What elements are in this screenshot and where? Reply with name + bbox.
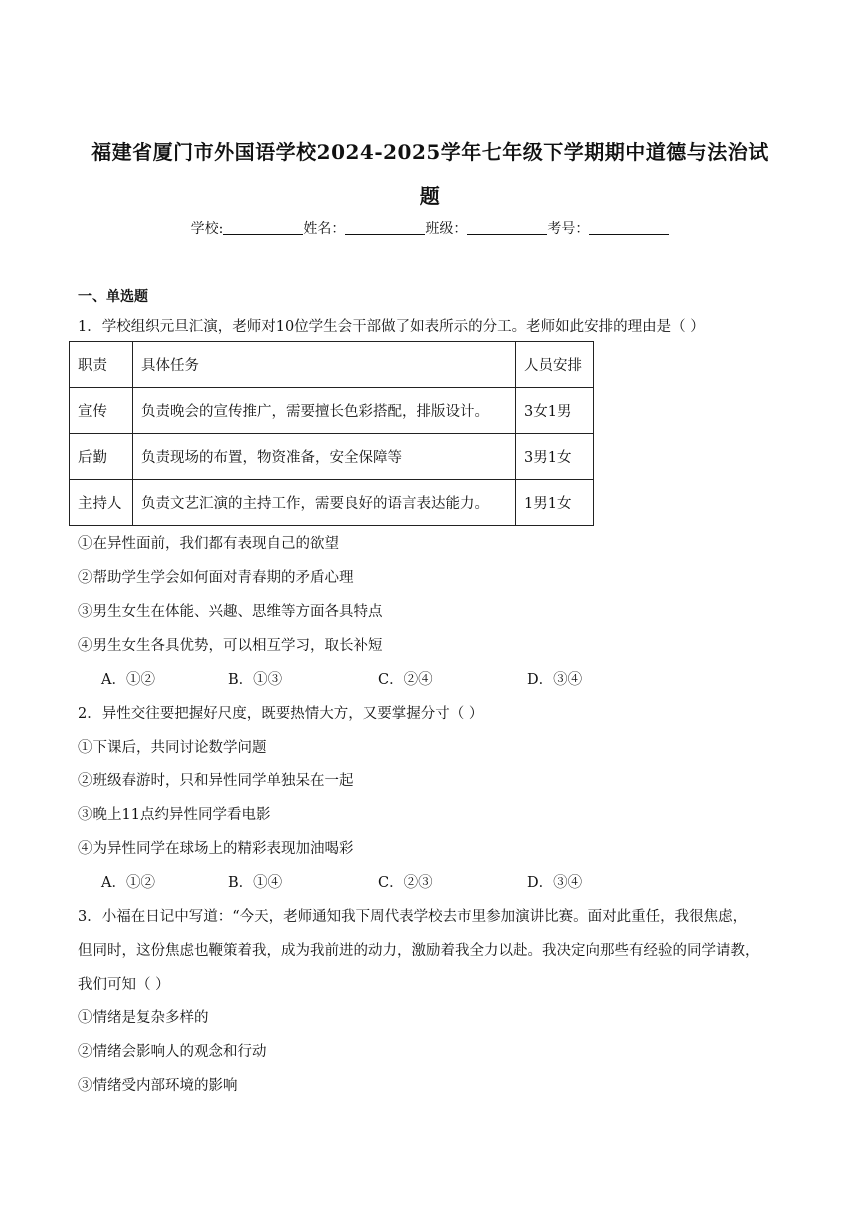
table-header-cell: 具体任务 xyxy=(133,342,516,388)
q1-option-d[interactable]: D．③④ xyxy=(527,672,583,688)
q3-statement: ②情绪会影响人的观念和行动 xyxy=(78,1044,267,1060)
table-cell: 宣传 xyxy=(70,388,133,434)
q1-statement: ①在异性面前，我们都有表现自己的欲望 xyxy=(78,536,339,552)
table-cell: 负责文艺汇演的主持工作，需要良好的语言表达能力。 xyxy=(133,480,516,526)
q2-option-a[interactable]: A．①② xyxy=(101,875,155,891)
school-blank xyxy=(223,220,303,235)
table-cell: 3男1女 xyxy=(516,434,594,480)
exam-no-label: 考号： xyxy=(547,221,590,237)
table-header-row xyxy=(70,342,594,388)
name-blank xyxy=(345,220,425,235)
duty-table xyxy=(69,341,594,526)
table-cell: 负责晚会的宣传推广，需要擅长色彩搭配，排版设计。 xyxy=(133,388,516,434)
table-row xyxy=(70,434,594,480)
q2-statement: ①下课后，共同讨论数学问题 xyxy=(78,740,267,756)
q2-option-b[interactable]: B．①④ xyxy=(228,875,283,891)
table-cell: 1男1女 xyxy=(516,480,594,526)
q3-stem-line: 我们可知（ ） xyxy=(78,977,170,993)
table-row xyxy=(70,480,594,526)
exam-no-blank xyxy=(589,220,669,235)
q2-statement: ②班级春游时，只和异性同学单独呆在一起 xyxy=(78,773,354,789)
q2-stem: 2．异性交往要把握好尺度，既要热情大方，又要掌握分寸（ ） xyxy=(78,706,484,722)
q2-option-c[interactable]: C．②③ xyxy=(378,875,433,891)
name-label: 姓名： xyxy=(303,221,346,237)
q1-statement: ④男生女生各具优势，可以相互学习，取长补短 xyxy=(78,638,383,654)
class-label: 班级： xyxy=(425,221,468,237)
q2-option-d[interactable]: D．③④ xyxy=(527,875,583,891)
section-heading: 一、单选题 xyxy=(78,289,148,305)
table-cell: 主持人 xyxy=(70,480,133,526)
table-cell: 后勤 xyxy=(70,434,133,480)
q3-stem-line: 但同时，这份焦虑也鞭策着我，成为我前进的动力，激励着我全力以赴。我决定向那些有经验的同学请教， xyxy=(78,943,760,959)
q1-statement: ②帮助学生学会如何面对青春期的矛盾心理 xyxy=(78,570,354,586)
table-cell: 3女1男 xyxy=(516,388,594,434)
q1-stem: 1．学校组织元旦汇演，老师对10位学生会干部做了如表所示的分工。老师如此安排的理由是（ ） xyxy=(78,319,705,335)
q1-option-c[interactable]: C．②④ xyxy=(378,672,433,688)
q2-statement: ③晚上11点约异性同学看电影 xyxy=(78,807,271,823)
exam-title-line-1: 福建省厦门市外国语学校2024-2025学年七年级下学期期中道德与法治试 xyxy=(91,140,769,164)
q3-stem-line: 3．小福在日记中写道：“今天，老师通知我下周代表学校去市里参加演讲比赛。面对此重任，我很焦虑， xyxy=(78,909,748,925)
q2-statement: ④为异性同学在球场上的精彩表现加油喝彩 xyxy=(78,841,354,857)
student-info-row xyxy=(0,218,860,238)
q1-statement: ③男生女生在体能、兴趣、思维等方面各具特点 xyxy=(78,604,383,620)
q1-option-b[interactable]: B．①③ xyxy=(228,672,283,688)
q3-statement: ③情绪受内部环境的影响 xyxy=(78,1078,238,1094)
table-header-cell: 人员安排 xyxy=(516,342,594,388)
table-row xyxy=(70,388,594,434)
q1-option-a[interactable]: A．①② xyxy=(101,672,155,688)
school-label: 学校: xyxy=(190,221,224,237)
table-header-cell: 职责 xyxy=(70,342,133,388)
q3-statement: ①情绪是复杂多样的 xyxy=(78,1010,209,1026)
class-blank xyxy=(467,220,547,235)
table-cell: 负责现场的布置，物资准备，安全保障等 xyxy=(133,434,516,480)
exam-title-line-2: 题 xyxy=(419,184,441,208)
